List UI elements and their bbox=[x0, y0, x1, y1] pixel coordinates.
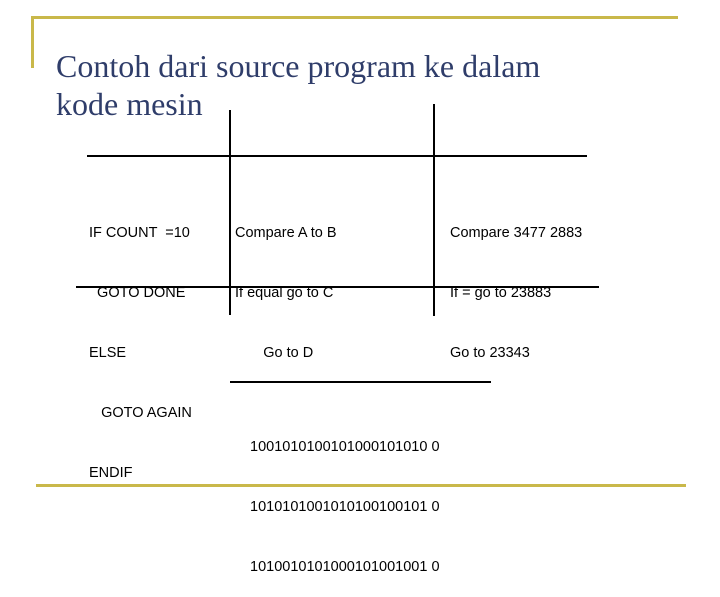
machine-code-line: 1010010101000101001001 0 bbox=[250, 559, 440, 575]
source-line: GOTO AGAIN bbox=[89, 405, 192, 421]
assembly-line: If equal go to C bbox=[235, 285, 334, 301]
address-line: Compare 3477 2883 bbox=[450, 225, 583, 241]
machine-code-line: 1010101001010100100101 0 bbox=[250, 499, 440, 515]
address-line: If = go to 23883 bbox=[450, 285, 552, 301]
slide-title-line-2: kode mesin bbox=[56, 86, 203, 122]
source-program-block bbox=[89, 183, 192, 503]
left-vertical-divider bbox=[229, 110, 231, 315]
top-horizontal-line bbox=[87, 155, 587, 157]
frame-top-line bbox=[34, 16, 678, 19]
source-line: ENDIF bbox=[89, 465, 133, 481]
machine-code-block bbox=[250, 397, 440, 597]
slide-title-line-1: Contoh dari source program ke dalam bbox=[56, 48, 541, 84]
address-code-block bbox=[450, 183, 582, 383]
source-line: ELSE bbox=[89, 345, 127, 361]
address-line: Go to 23343 bbox=[450, 345, 530, 361]
source-line: GOTO DONE bbox=[89, 285, 186, 301]
source-line: IF COUNT =10 bbox=[89, 225, 190, 241]
frame-left-line bbox=[31, 16, 34, 68]
right-vertical-divider bbox=[433, 104, 435, 316]
assembly-block bbox=[235, 183, 337, 383]
machine-code-line: 1001010100101000101010 0 bbox=[250, 439, 440, 455]
slide-title bbox=[56, 47, 676, 123]
assembly-line: Go to D bbox=[235, 345, 314, 361]
assembly-line: Compare A to B bbox=[235, 225, 337, 241]
